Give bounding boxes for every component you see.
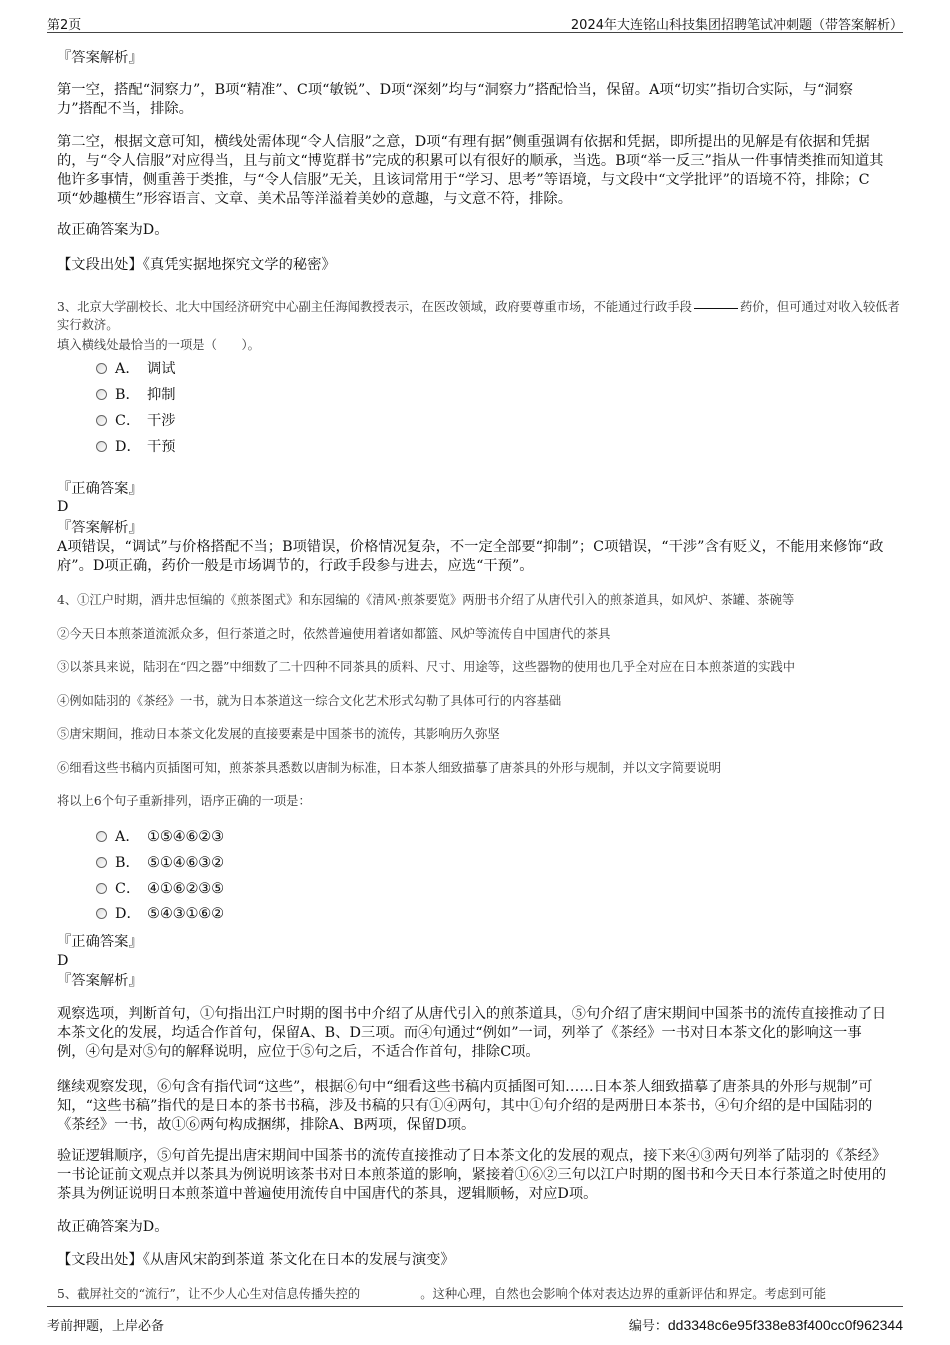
q4-sentence-2: ②今天日本煎茶道流派众多，但行茶道之时，依然普遍使用着诸如都篮、风炉等流传自中国唐代的茶具: [57, 627, 611, 641]
q3-analysis: A项错误，“调试”与价格搭配不当；B项错误，价格情况复杂，不一定全部要“抑制”；C项错误，“干涉”含有贬义，不能用来修饰“政府”。D项正确，药价一般是市场调节的，行政手段参与进去，应选“干预”。: [57, 539, 884, 574]
q4-analysis-label: 『答案解析』: [57, 973, 143, 989]
q2-source: 【文段出处】《真凭实据地探究文学的秘密》: [57, 257, 336, 273]
page-header: [47, 10, 903, 33]
q3-stem: [57, 298, 907, 334]
q4-sentence-6: ⑥细看这些书稿内页插图可知，煎茶茶具悉数以唐制为标准，日本茶人细致描摹了唐茶具的外形与规制，并以文字简要说明: [57, 761, 722, 775]
q4-answer: D: [57, 953, 69, 969]
q5-stem: [57, 1285, 907, 1303]
q4-analysis-p3: 验证逻辑顺序，⑤句首先提出唐宋期间中国茶书的流传直接推动了日本茶文化的发展的观点，接下来④③两句列举了陆羽的《茶经》一书论证前文观点并以茶具为例说明该茶书对日本煎茶道的影响，紧接着①⑥②三句以江户时期的图书和今天日本行茶道之时使用的茶具为例证说明日本煎茶道中普遍使用流传自中国唐代的茶具，逻辑顺畅，对应D项。: [57, 1148, 887, 1202]
q4-analysis-p2: 继续观察发现，⑥句含有指代词“这些”，根据⑥句中“细看这些书稿内页插图可知……日本茶人细致描摹了唐茶具的外形与规制”可知，“这些书稿”指代的是日本的茶书书稿，涉及书稿的只有①④两句，其中①句介绍的是两册日本茶书，④句介绍的是中国陆羽的《茶经》一书，故①⑥两句构成捆绑，排除A、B两项，保留D项。: [57, 1079, 873, 1133]
q4-source: 【文段出处】《从唐风宋韵到茶道 茶文化在日本的发展与演变》: [57, 1252, 455, 1268]
page-footer: [47, 1306, 903, 1335]
q4-prompt: 将以上6个句子重新排列，语序正确的一项是：: [57, 794, 311, 808]
radio-icon[interactable]: [96, 363, 107, 374]
q3-blank: [694, 307, 738, 309]
q4-option-a[interactable]: A． ①⑤④⑥②③: [96, 828, 224, 847]
radio-icon[interactable]: [96, 908, 107, 919]
q3-answer: D: [57, 499, 69, 515]
q5-stem-part1: 5、截屏社交的“流行”，让不少人心生对信息传播失控的: [57, 1287, 361, 1301]
footer-code: [629, 1315, 903, 1334]
radio-icon[interactable]: [96, 415, 107, 426]
q2-analysis-p2: 第二空，根据文意可知，横线处需体现“令人信服”之意，D项“有理有据”侧重强调有依据和凭据，即所提出的见解是有依据和凭据的，与“令人信服”对应得当，且与前文“博览群书”完成的积累可以有很好的顺承，当选。B项“举一反三”指从一件事情类推而知道其他许多事情，侧重善于类推，与“令人信服”无关，且该词常用于“学习、思考”等语境，与文段中“文学批评”的语境不符，排除；C项“妙趣横生”形容语言、文章、美术品等洋溢着美妙的意趣，与文意不符，排除。: [57, 134, 884, 207]
q4-analysis-p1: 观察选项，判断首句，①句指出江户时期的图书中介绍了从唐代引入的煎茶道具，⑤句介绍了唐宋期间中国茶书的流传直接推动了日本茶文化的发展，均适合作首句，保留A、B、D三项。而④句通过“例如”一词，列举了《茶经》一书对日本茶文化的影响这一事例，④句是对⑤句的解释说明，应位于⑤句之后，不适合作首句，排除C项。: [57, 1006, 887, 1060]
radio-icon[interactable]: [96, 441, 107, 452]
footer-slogan: 考前押题，上岸必备: [47, 1319, 165, 1334]
q4-sentence-4: ④例如陆羽的《茶经》一书，就为日本茶道这一综合文化艺术形式勾勒了具体可行的内容基础: [57, 694, 562, 708]
footer-code-label: 编号：: [628, 1319, 668, 1334]
q3-stem-part1: 3、北京大学副校长、北大中国经济研究中心副主任海闻教授表示，在医改领域，政府要尊重市场，不能通过行政手段: [57, 300, 692, 314]
q2-analysis-p1: 第一空，搭配“洞察力”，B项“精准”、C项“敏锐”、D项“深刻”均与“洞察力”搭配恰当，保留。A项“切实”指切合实际，与“洞察力”搭配不当，排除。: [57, 82, 853, 117]
q2-conclusion: 故正确答案为D。: [57, 222, 169, 238]
q4-sentence-5: ⑤唐宋期间，推动日本茶文化发展的直接要素是中国茶书的流传，其影响历久弥坚: [57, 727, 500, 741]
radio-icon[interactable]: [96, 831, 107, 842]
q3-option-d[interactable]: D． 干预: [96, 438, 176, 457]
q3-stem-part2: 药价，但可通过对收入较低者实行救济。: [57, 300, 900, 332]
page-number: 第2页: [47, 18, 82, 33]
q3-answer-label: 『正确答案』: [57, 481, 143, 497]
q4-sentence-1: 4、①江户时期，酒井忠恒编的《煎茶图式》和东园编的《清风·煎茶要览》两册书介绍了从唐代引入的煎茶道具，如风炉、茶罐、茶碗等: [57, 593, 795, 607]
q2-analysis-label: 『答案解析』: [57, 50, 143, 66]
q4-option-d[interactable]: D． ⑤④③①⑥②: [96, 905, 224, 924]
q4-sentence-3: ③以茶具来说，陆羽在“四之器”中细数了二十四种不同茶具的质料、尺寸、用途等，这些器物的使用也几乎全对应在日本煎茶道的实践中: [57, 660, 796, 674]
radio-icon[interactable]: [96, 883, 107, 894]
q4-option-c[interactable]: C． ④①⑥②③⑤: [96, 880, 224, 899]
radio-icon[interactable]: [96, 389, 107, 400]
q3-analysis-label: 『答案解析』: [57, 520, 143, 536]
q4-conclusion: 故正确答案为D。: [57, 1219, 169, 1235]
q3-prompt: 填入横线处最恰当的一项是（ ）。: [57, 338, 260, 352]
radio-icon[interactable]: [96, 857, 107, 868]
q3-option-a[interactable]: A． 调试: [96, 360, 176, 379]
q4-option-b[interactable]: B． ⑤①④⑥③②: [96, 854, 224, 873]
q4-answer-label: 『正确答案』: [57, 934, 143, 950]
q3-option-b[interactable]: B． 抑制: [96, 386, 176, 405]
footer-code-value: dd3348c6e95f338e83f400cc0f962344: [667, 1317, 903, 1333]
document-title: 2024年大连铭山科技集团招聘笔试冲刺题（带答案解析）: [570, 18, 903, 33]
q5-stem-part2: 。这种心理，自然也会影响个体对表达边界的重新评估和界定。考虑到可能: [420, 1287, 827, 1301]
q3-option-c[interactable]: C． 干涉: [96, 412, 176, 431]
